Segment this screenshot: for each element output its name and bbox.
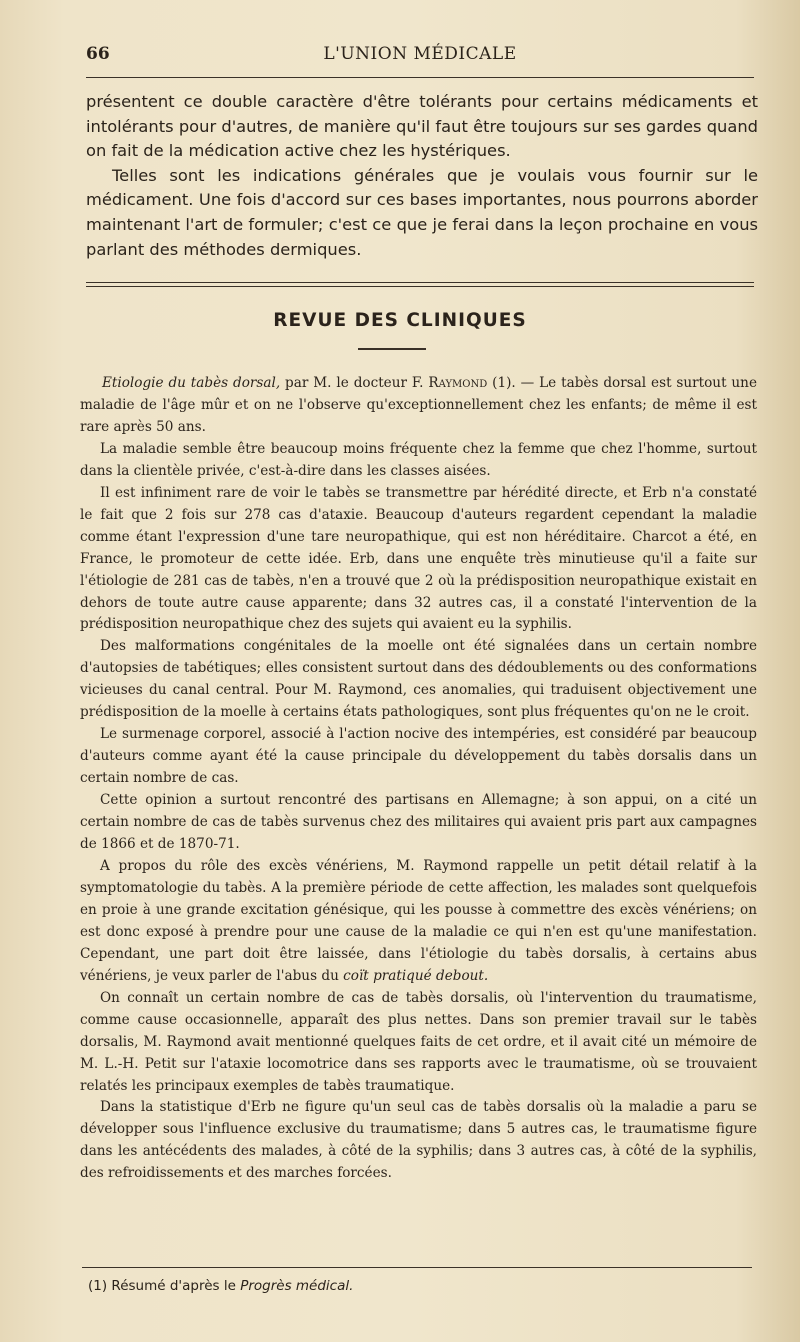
footnote-source: Progrès médical. [240,1278,354,1294]
header-rule [86,77,754,78]
review-text-span: (1). — Le tabès dorsal est surtout une maladie de l'âge mûr et on ne l'observe qu'exceptionnellement chez les enfants; de même il est rare après 50 ans. [80,375,757,435]
review-paragraph [80,373,757,439]
review-text-span: A propos du rôle des excès vénériens, M. Raymond rappelle un petit détail relatif à la symptomatologie du tabès. A la première période de cette affection, les malades sont quelquefois en proie à une grande excitation génésique, qui les pousse à commettre des excès vénériens; on est donc exposé à prendre pour une cause de la maladie ce qui n'en est qu'une manifestation. Cependant, une part doit être laissée, dans l'étiologie du tabès dorsalis, à certains abus vénériens, je veux parler de l'abus du [80,857,757,984]
lecture-paragraph: Telles sont les indications générales que je voulais vous fournir sur le médicament. Une fois d'accord sur ces bases importantes, nous pourrons aborder maintenant l'art de formuler; c'est ce que je ferai dans la leçon prochaine en vous parlant des méthodes dermiques. [86,165,758,259]
author-name: Raymond [428,375,488,391]
review-paragraph: Il est infiniment rare de voir le tabès se transmettre par hérédité directe, et Erb n'a constaté le fait que 2 fois sur 278 cas d'ataxie. Beaucoup d'auteurs regardent cependant la maladie comme étant l'expression d'une tare neuropathique, qui est non héréditaire. Charcot a été, en France, le promoteur de cette idée. Erb, dans une enquête très minutieuse qu'il a faite sur l'étiologie de 281 cas de tabès, n'en a trouvé que 2 où la prédisposition neuropathique existait en dehors de toute autre cause apparente; dans 32 autres cas, il a constaté l'intervention de la prédisposition neuropathique chez des sujets qui avaient eu la syphilis. [80,484,757,633]
review-paragraph [80,856,757,988]
lecture-paragraph: présentent ce double caractère d'être tolérants pour certains médicaments et intolérants pour d'autres, de manière qu'il faut être toujours sur ses gardes quand on fait de la médication active chez les hystériques. [86,92,758,161]
section-title: REVUE DES CLINIQUES [273,310,527,331]
footnote-text: (1) Résumé d'après le [88,1278,241,1294]
review-paragraph: On connaît un certain nombre de cas de tabès dorsalis, où l'intervention du traumatisme, comme cause occasionnelle, apparaît des plus nettes. Dans son premier travail sur le tabès dorsalis, M. Raymond avait mentionné quelques faits de cet ordre, et il avait cité un mémoire de M. L.-H. Petit sur l'ataxie locomotrice dans ses rapports avec le traumatisme, où se trouvaient relatés les principaux exemples de tabès traumatique. [80,989,757,1094]
section-divider [86,286,754,287]
running-title: L'UNION MÉDICALE [323,44,517,64]
review-paragraph: Dans la statistique d'Erb ne figure qu'un seul cas de tabès dorsalis où la maladie a paru se développer sous l'influence exclusive du traumatisme; dans 5 autres cas, le traumatisme figure dans les antécédents des malades, à côté de la syphilis; dans 3 autres cas, à côté de la syphilis, des refroidissements et des marches forcées. [80,1099,757,1182]
lecture-text [86,90,758,262]
page-header [86,44,754,74]
review-text [80,373,757,1185]
article-title: Etiologie du tabès dorsal, [102,375,281,391]
review-paragraph: Le surmenage corporel, associé à l'action nocive des intempéries, est considéré par beaucoup d'auteurs comme ayant été la cause principale du développement du tabès dorsalis dans un certain nombre de cas. [80,726,757,787]
review-paragraph: Des malformations congénitales de la moelle ont été signalées dans un certain nombre d'autopsies de tabétiques; elles consistent surtout dans des dédoublements ou des conformations vicieuses du canal central. Pour M. Raymond, ces anomalies, qui traduisent objectivement une prédisposition de la moelle à certains états pathologiques, sont plus fréquentes qu'on ne le croit. [80,638,757,721]
italic-phrase: coït pratiqué debout. [343,967,489,984]
title-rule [358,348,426,350]
page-number: 66 [86,44,110,64]
footnote-rule [82,1267,752,1268]
review-paragraph: Cette opinion a surtout rencontré des partisans en Allemagne; à son appui, on a cité un certain nombre de cas de tabès survenus chez des militaires qui avaient pris part aux campagnes de 1866 et de 1870-71. [80,792,757,853]
footnote [88,1278,748,1294]
review-paragraph: La maladie semble être beaucoup moins fréquente chez la femme que chez l'homme, surtout dans la clientèle privée, c'est-à-dire dans les classes aisées. [80,440,757,479]
article-byline: par M. le docteur F. [280,375,429,391]
section-divider [86,282,754,283]
